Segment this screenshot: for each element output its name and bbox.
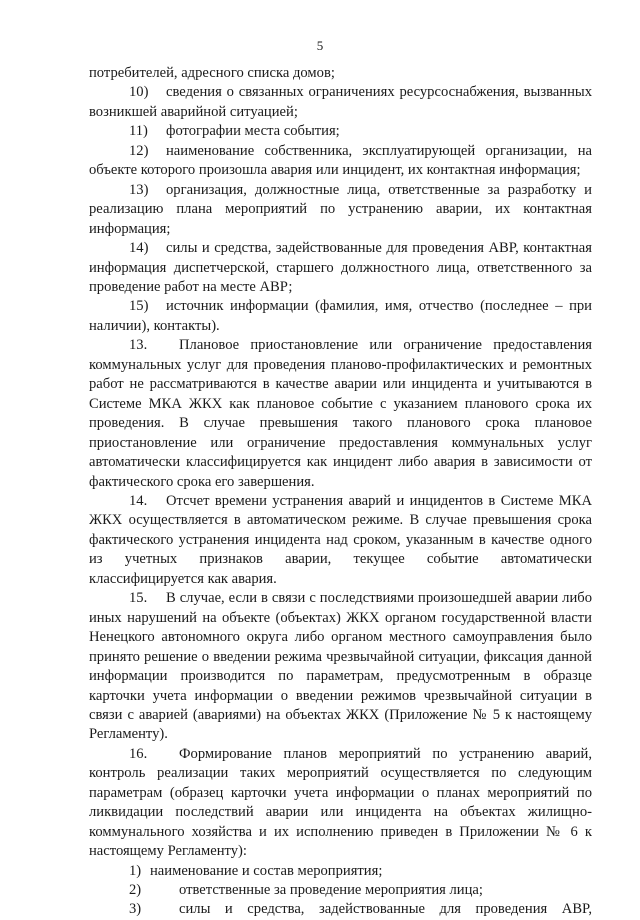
list-item-10 (89, 83, 592, 122)
list-item-14 (89, 239, 592, 297)
list-item-text: силы и средства, задействованные для проведения АВР, (179, 901, 592, 918)
clause-16 (89, 745, 592, 862)
document-body (89, 64, 592, 920)
list-item-text: наименование и состав мероприятия; (150, 862, 383, 879)
list-item-text: сведения о связанных ограничениях ресурсоснабжения, вызванных возникшей аварийной ситуацией; (89, 84, 592, 120)
list-item-11 (89, 122, 592, 141)
list-number: 1) (129, 862, 142, 879)
paragraph-text: потребителей, адресного списка домов; (89, 65, 335, 81)
list-number: 14) (129, 240, 149, 257)
clause-14 (89, 492, 592, 589)
paragraph-continuation (89, 64, 592, 83)
clause-text: Отсчет времени устранения аварий и инцидентов в Системе МКА ЖКХ осуществляется в автоматическом режиме. В случае превышения срока фактического устранения инцидента над сроком, указанным в качестве одного из учетных признаков аварии, текущее событие автоматически классифицируется как авария. (89, 492, 592, 587)
list-number: 12) (129, 142, 149, 159)
list-item-text: силы и средства, задействованные для проведения АВР, контактная информация диспетчерской, старшего должностного лица, ответственного за проведение работ на месте АВР; (89, 240, 592, 295)
clause-number: 13. (129, 337, 148, 354)
list-item-12 (89, 142, 592, 181)
clause-text: Плановое приостановление или ограничение предоставления коммунальных услуг для проведения планово-профилактических и ремонтных работ не рассматриваются в качестве аварии или инцидента и учитываются в Системе МКА ЖКХ как плановое событие с указанием планового срока их проведения. В случае превышения такого планового срока плановое приостановление или ограничение предоставления коммунальных услуг автоматически классифицируется как инцидент либо авария в зависимости от фактического срока его завершения. (89, 337, 592, 490)
list-number: 13) (129, 181, 149, 198)
clause-number: 14. (129, 492, 148, 509)
list-item-13 (89, 181, 592, 239)
list-item-15 (89, 297, 592, 336)
clause-text: В случае, если в связи с последствиями произошедшей аварии либо иных нарушений на объекте (объектах) ЖКХ органом государственной власти Ненецкого автономного округа либо органом местного самоуправления было принято решение о введении режима чрезвычайной ситуации, фиксация данной информации производится по параметрам, предусмотренным в образце карточки учета информации о введении режимов чрезвычайной ситуации в связи с аварией (авариями) на объектах ЖКХ (Приложение № 5 к настоящему Регламенту). (89, 590, 592, 743)
sub-item-1 (89, 862, 592, 881)
clause-number: 16. (129, 745, 148, 762)
list-number: 3) (129, 901, 142, 918)
clause-13 (89, 336, 592, 492)
list-item-text: ответственные за проведение мероприятия лица; (179, 882, 483, 899)
list-item-text: фотографии места события; (166, 123, 340, 140)
clause-number: 15. (129, 590, 148, 607)
sub-item-3 (89, 900, 592, 919)
list-number: 15) (129, 298, 149, 315)
clause-15 (89, 589, 592, 745)
list-number: 2) (129, 882, 142, 899)
page-number: 5 (316, 38, 324, 53)
list-item-text: организация, должностные лица, ответственные за разработку и реализацию плана мероприятий по устранению аварии, их контактная информация; (89, 181, 592, 237)
sub-item-2 (89, 881, 592, 900)
list-item-text: источник информации (фамилия, имя, отчество (последнее – при наличии), контакты). (89, 298, 592, 334)
list-number: 10) (129, 84, 149, 101)
list-number: 11) (129, 123, 148, 140)
list-item-text: наименование собственника, эксплуатирующей организации, на объекте которого произошла авария или инцидент, их контактная информация; (89, 142, 592, 179)
clause-text: Формирование планов мероприятий по устранению аварий, контроль реализации таких мероприятий осуществляется по следующим параметрам (образец карточки учета информации о планах мероприятий по ликвидации последствий аварии или инцидента на объектах жилищно-коммунального хозяйства и их исполнению приведен в Приложении № 6 к настоящему Регламенту): (89, 745, 592, 860)
